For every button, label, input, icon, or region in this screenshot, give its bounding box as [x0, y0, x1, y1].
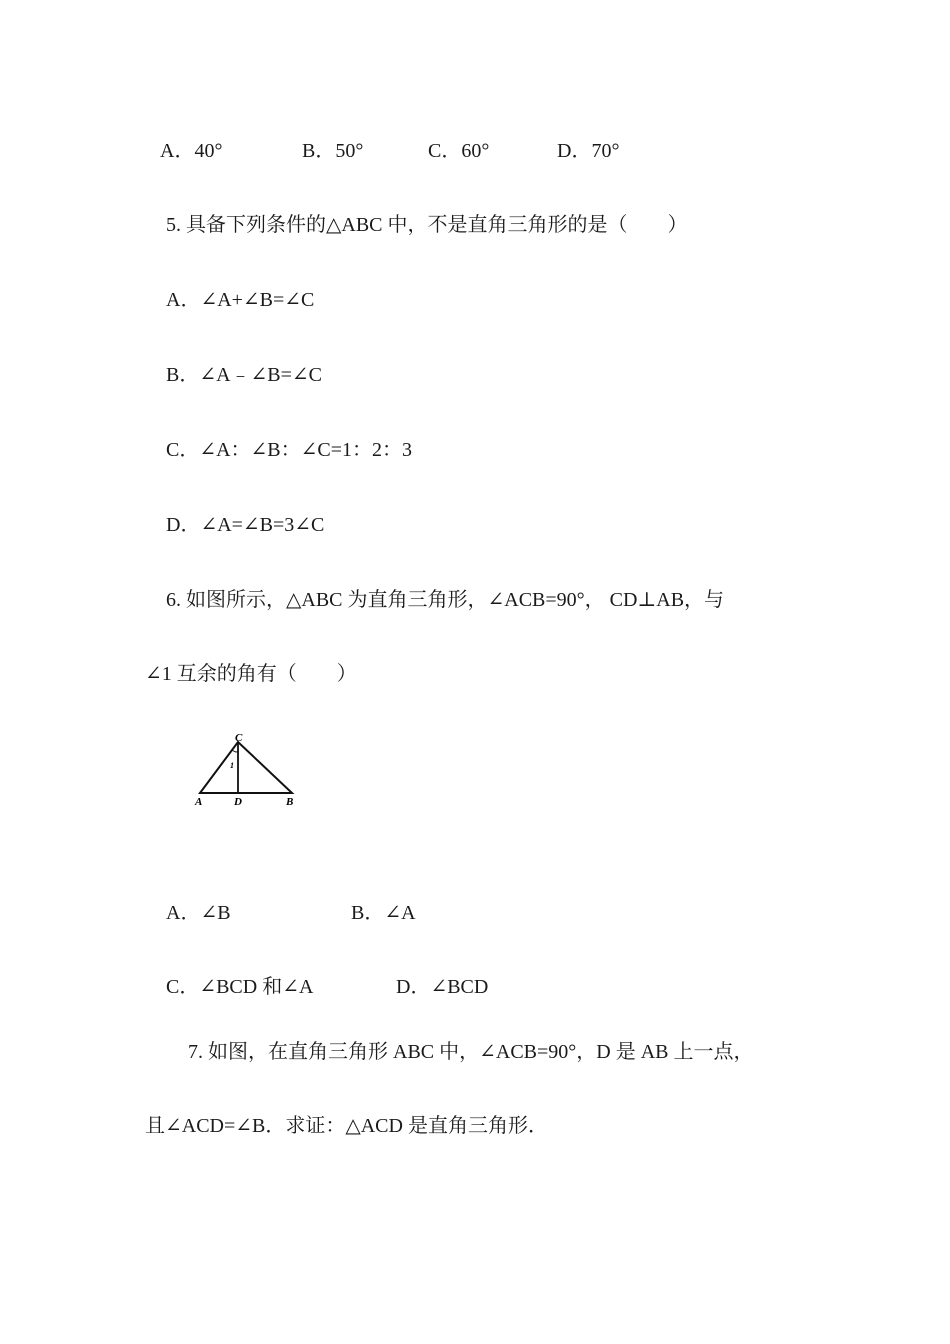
triangle-abc: [200, 742, 292, 793]
q6-option-c: C．∠BCD 和∠A: [166, 976, 314, 998]
q6-triangle-figure: [190, 728, 310, 810]
q5-option-c: C．∠A：∠B：∠C=1：2：3: [166, 439, 413, 461]
q5-stem: 5. 具备下列条件的△ABC 中，不是直角三角形的是（ ）: [166, 214, 688, 236]
q5-option-b: B．∠A﹣∠B=∠C: [166, 364, 323, 386]
q4-option-d: D．70°: [557, 140, 620, 162]
q6-option-b: B．∠A: [351, 902, 416, 924]
q6-stem-line2: ∠1 互余的角有（ ）: [145, 663, 357, 685]
label-c: C: [235, 732, 243, 744]
q6-option-d: D．∠BCD: [396, 976, 489, 998]
q5-option-d: D．∠A=∠B=3∠C: [166, 514, 325, 536]
q6-option-a: A．∠B: [166, 902, 231, 924]
q4-option-b: B．50°: [302, 140, 364, 162]
q7-stem-line2: 且∠ACD=∠B．求证：△ACD 是直角三角形．: [145, 1115, 548, 1137]
label-d: D: [234, 796, 242, 808]
q7-stem-line1: 7. 如图，在直角三角形 ABC 中，∠ACB=90°，D 是 AB 上一点，: [188, 1041, 754, 1063]
q6-stem-line1: 6. 如图所示，△ABC 为直角三角形，∠ACB=90°， CD⊥AB，与: [166, 589, 725, 611]
label-angle-1: 1: [230, 761, 234, 770]
label-b: B: [286, 796, 294, 808]
q5-option-a: A．∠A+∠B=∠C: [166, 289, 315, 311]
q4-option-a: A．40°: [160, 140, 223, 162]
q4-option-c: C．60°: [428, 140, 490, 162]
label-a: A: [195, 796, 203, 808]
